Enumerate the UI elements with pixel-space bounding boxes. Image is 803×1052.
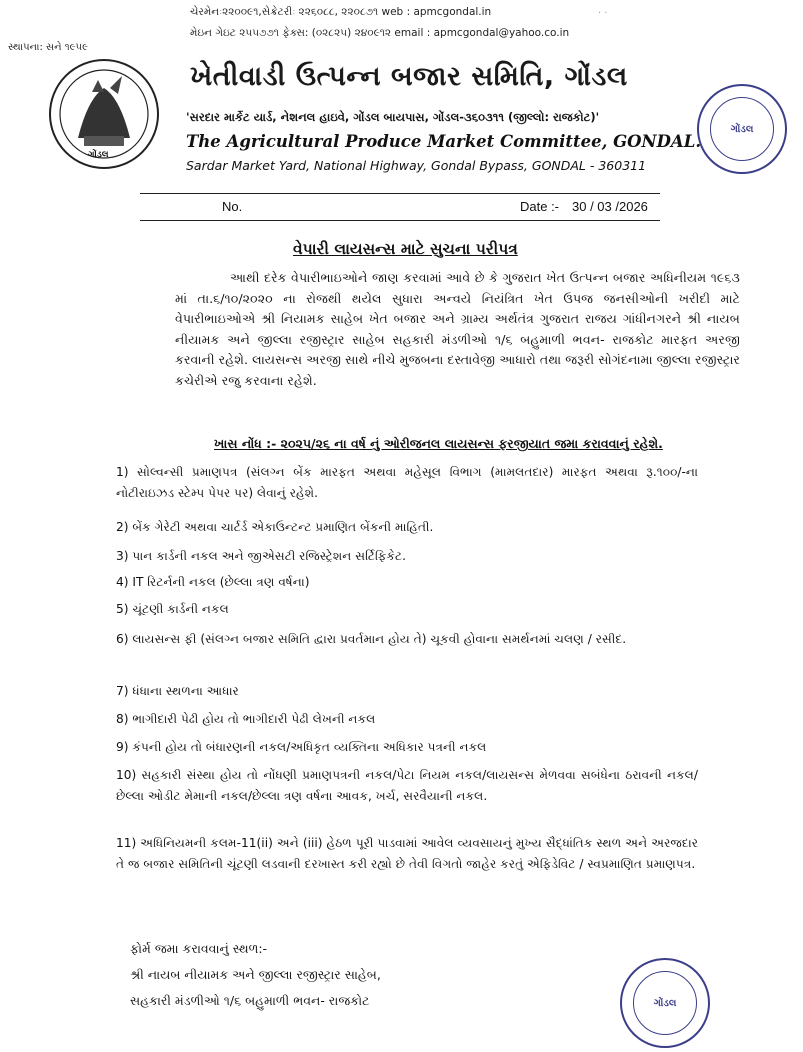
document-item-8: 8) ભાગીદારી પેઢી હોય તો ભાગીદારી પેઢી લેખની નકલ <box>116 712 376 726</box>
document-item-5: 5) ચૂંટણી કાર્ડની નકલ <box>116 602 229 616</box>
date-value: 30 / 03 /2026 <box>572 199 648 214</box>
org-address-english: Sardar Market Yard, National Highway, Gondal Bypass, GONDAL - 360311 <box>186 158 647 173</box>
document-item-7: 7) ધંધાના સ્થળના આધાર <box>116 684 239 698</box>
org-address-gujarati: 'સરદાર માર્કેટ યાર્ડ, નેશનલ હાઇવે, ગોંડલ બાયપાસ, ગોંડલ-૩૬૦૩૧૧ (જીલ્લો: રાજકોટ)' <box>186 110 600 124</box>
submission-label: ફોર્મ જમા કરાવવાનું સ્થળ:- <box>130 941 268 956</box>
document-item-10: 10) સહકારી સંસ્થા હોય તો નોંધણી પ્રમાણપત્રની નકલ/પેટા નિયમ નકલ/લાયસન્સ મેળવવા સબંધેના ઠરાવની નકલ/છેલ્લા ઓડીટ મેમાની નકલ/છેલ્લા ત્રણ વર્ષના આવક, ખર્ચ, સરવૈયાની નકલ. <box>116 768 698 803</box>
document-item-2: 2) બેંક ગેરેટી અથવા ચાર્ટર્ડ એકાઉન્ટન્ટ પ્રમાણિત બેંકની માહિતી. <box>116 520 434 534</box>
meta-divider <box>140 220 660 221</box>
header-divider <box>140 193 660 194</box>
document-item-1: 1) સોલ્વન્સી પ્રમાણપત્ર (સંલગ્ન બેંક મારફત અથવા મહેસૂલ વિભાગ (મામલતદાર) મારફત અથવા રૂ.૧૦૦/-ના નોટીરાઇઝડ સ્ટેમ્પ પેપર પર) લેવાનું રહેશે. <box>116 465 698 500</box>
submission-line-2: સહકારી મંડળીઓ ૧/૬ બહુમાળી ભવન- રાજકોટ <box>130 993 370 1008</box>
document-item-3: 3) પાન કાર્ડની નકલ અને જીએસટી રજિસ્ટ્રેશન સર્ટિફિકેટ. <box>116 549 406 563</box>
established-label: સ્થાપના: સને ૧૯૫૯ <box>8 42 89 53</box>
bottom-seal-center: ગોંડલ <box>633 971 697 1035</box>
org-title-english: The Agricultural Produce Market Committee, GONDAL. <box>186 132 702 151</box>
org-title-gujarati: ખેતીવાડી ઉત્પન્ન બજાર સમિતિ, ગોંડલ <box>190 61 628 92</box>
header-main-gate: મેઇન ગેઇટ ૨૫૫૭૭૧ ફેક્સ: (૦૨૮૨૫) ૨૪૦૯૧૨ email : apmcgondal@yahoo.co.in <box>190 27 570 39</box>
special-note: ખાસ નોંધ :- ૨૦૨૫/૨૬ ના વર્ષ નું ઓરીજનલ લાયસન્સ ફરજીયાત જમા કરાવવાનું રહેશે. <box>214 436 663 451</box>
date-label: Date :- <box>520 199 560 214</box>
header-phones: ચેરમેનઃ૨૨૦૦૯૧,સેક્રેટરીઃ ૨૨૬૦૮૮, ૨૨૦૮૭૧ web : apmcgondal.in <box>190 6 492 18</box>
reference-no-label: No. <box>222 199 243 214</box>
document-item-9: 9) કંપની હોય તો બંધારણની નકલ/અધિકૃત વ્યક્તિના અધિકાર પત્રની નકલ <box>116 740 487 754</box>
apmc-logo <box>48 58 160 170</box>
top-right-seal <box>697 84 787 174</box>
seal-center: ગોંડલ <box>710 97 774 161</box>
header-faint-mark: · · <box>598 8 608 19</box>
notice-intro <box>175 268 740 392</box>
bottom-right-seal <box>620 958 710 1048</box>
notice-heading: વેપારી લાયસન્સ માટે સુચના પરીપત્ર <box>293 240 518 258</box>
submission-line-1: શ્રી નાયબ નીયામક અને જીલ્લા રજીસ્ટ્રાર સાહેબ, <box>130 967 381 982</box>
document-item-11: 11) અધિનિયમની કલમ-11(ii) અને (iii) હેઠળ પૂરી પાડવામાં આવેલ વ્યવસાયનું મુખ્ય સૈદ્ધાંતિક સ્થળ અને અરજદાર તે જ બજાર સમિતિની ચૂંટણી લડવાની દરખાસ્ત કરી રહ્યો છે તેવી વિગતો જાહેર કરતું એફિડેવિટ / સ્વપ્રમાણિત પ્રમાણપત્ર. <box>116 836 698 871</box>
notice-intro-text: આથી દરેક વેપારીભાઇઓને જાણ કરવામાં આવે છે કે ગુજરાત ખેત ઉત્પન્ન બજાર અધિનીયમ ૧૯૬૩ માં તા.૬/૧૦/૨૦૨૦ ના રોજથી થયેલ સુધારા અન્વયે નિયંત્રિત ખેત ઉપજ જનસીઓની ખરીદી માટે વેપારીભાઇઓએ શ્રી નિયામક સાહેબ ખેત બજાર અને ગ્રામ્ય અર્થતંત્ર ગુજરાત રાજય ગાંધીનગરને શ્રી નાયબ નીયામક અને જીલ્લા રજીસ્ટ્રાર સાહેબ સહકારી મંડળીઓ ૧/૬ બહુમાળી ભવન- રાજકોટ મારફત અરજી કરવાની રહેશે. લાયસન્સ અરજી સાથે નીચે મુજબના દસ્તાવેજી આધારો તથા જરૂરી સોગંદનામા જીલ્લા રજીસ્ટ્રાર કચેરીએ રજુ કરવાના રહેશે. <box>175 270 740 388</box>
logo-caption: ગોંડલ <box>88 150 109 160</box>
document-item-4: 4) IT રિટર્નની નકલ (છેલ્લા ત્રણ વર્ષના) <box>116 575 310 589</box>
document-item-6: 6) લાયસન્સ ફી (સંલગ્ન બજાર સમિતિ દ્વારા પ્રવર્તમાન હોય તે) ચૂકવી હોવાના સમર્થનમાં ચલણ / રસીદ. <box>116 632 627 646</box>
